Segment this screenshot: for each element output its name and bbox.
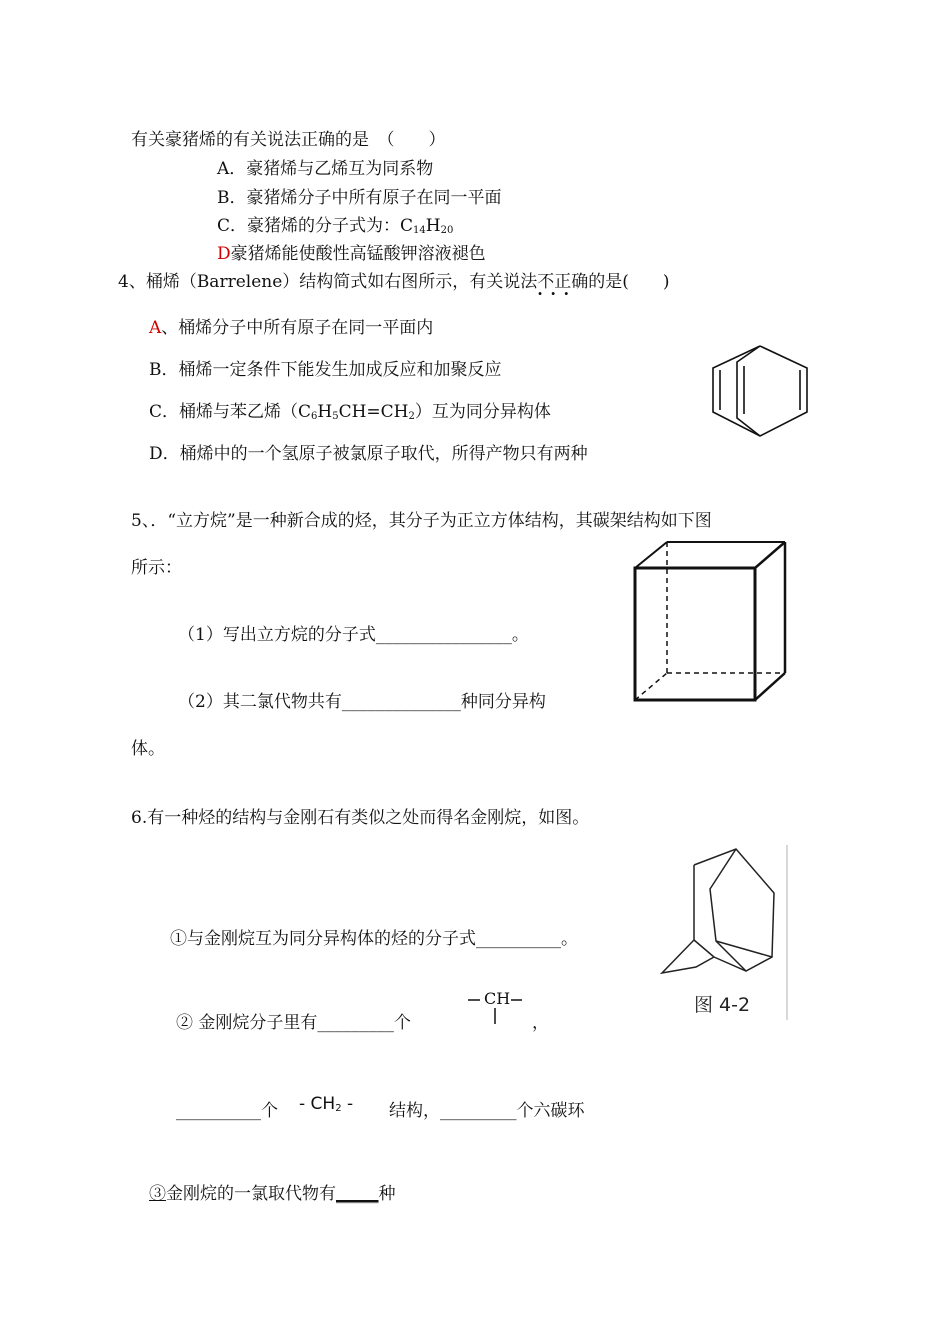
- q6-sub1: ①与金刚烷互为同分异构体的烃的分子式__________。: [170, 929, 578, 949]
- q3-option-d-text: 豪猪烯能使酸性高锰酸钾溶液褪色: [230, 244, 486, 264]
- q4-stem-a: 4、桶烯（Barrelene）结构简式如右图所示，有关说法: [118, 272, 538, 292]
- q4-option-c: [149, 401, 551, 428]
- q4-option-a-text: 、桶烯分子中所有原子在同一平面内: [161, 318, 434, 338]
- q4-c-s1: 6: [311, 411, 318, 422]
- q3-option-b: B．豪猪烯分子中所有原子在同一平面: [217, 188, 502, 208]
- q5-stem-line1: 5、．“立方烷”是一种新合成的烃，其分子为正立方体结构，其碳架结构如下图: [131, 511, 712, 531]
- q3-option-c: [217, 215, 453, 242]
- q4-stem: [118, 271, 670, 293]
- ch-group-bonds: [464, 988, 526, 1028]
- q3-option-d-letter: D: [217, 244, 231, 264]
- q6-sub4: [149, 1183, 396, 1205]
- q4-option-a: [149, 317, 433, 339]
- q6-sub3: [176, 1100, 278, 1122]
- ch2-group-dash: -: [341, 1094, 354, 1114]
- ch2-group-sub: 2: [335, 1103, 342, 1114]
- q3-option-a: A．豪猪烯与乙烯互为同系物: [217, 159, 434, 179]
- q4-c-s3: 2: [408, 411, 415, 422]
- q4-c-post: ）互为同分异构体: [414, 402, 551, 422]
- q6-sub2-post: ，: [532, 1013, 549, 1033]
- q4-option-b: B．桶烯一定条件下能发生加成反应和加聚反应: [149, 360, 502, 380]
- q6-sub2-pre: ② 金刚烷分子里有_________个: [176, 1013, 411, 1033]
- q3-stem: 有关豪猪烯的有关说法正确的是 （ ）: [131, 130, 446, 150]
- q4-option-a-letter: A: [149, 318, 162, 338]
- q6-sub2: [176, 1012, 411, 1034]
- q5-sub2: （2）其二氯代物共有______________种同分异构: [178, 692, 546, 712]
- q4-c-mid: H: [317, 402, 333, 422]
- barrelene-structure-figure: [705, 340, 815, 440]
- ch2-group-label: - CH: [299, 1094, 336, 1114]
- q3-c-h: H: [425, 216, 441, 236]
- q6-sub4-end: 种: [378, 1184, 396, 1204]
- q6-sub3-pre: __________个: [176, 1101, 278, 1121]
- q3-option-d: [217, 243, 486, 265]
- q6-sub4-num: ③: [149, 1184, 166, 1204]
- q5-sub2-end: 体。: [131, 739, 165, 759]
- ch-group-label: CH: [484, 989, 511, 1008]
- q4-c-pre: C．桶烯与苯乙烯（C: [149, 402, 312, 422]
- q6-sub4-blank: _____: [336, 1184, 379, 1204]
- cubane-structure-figure: [630, 538, 790, 703]
- q4-stem-emphasis: 不正确 · · ·: [537, 271, 588, 293]
- q4-option-d: D．桶烯中的一个氢原子被氯原子取代，所得产物只有两种: [149, 444, 588, 464]
- q3-c-sub1: 14: [413, 225, 426, 236]
- q4-stem-b: 的是( ): [588, 272, 670, 292]
- q3-option-c-text: C．豪猪烯的分子式为：C: [217, 216, 414, 236]
- q6-sub3-mid: 结构，_________个六碳环: [389, 1101, 585, 1121]
- q6-stem: 6.有一种烃的结构与金刚石有类似之处而得名金刚烷，如图。: [131, 808, 590, 828]
- adamantane-figure-label: 图 4-2: [694, 994, 751, 1016]
- q5-stem-line2: 所示：: [131, 558, 182, 578]
- q3-c-sub2: 20: [440, 225, 454, 236]
- q4-c-mid2: CH=CH: [338, 402, 409, 422]
- adamantane-structure-figure: [656, 845, 791, 1020]
- ch2-group-symbol: [299, 1093, 353, 1120]
- q6-sub4-text: 金刚烷的一氯取代物有: [166, 1184, 336, 1204]
- q4-c-s2: 5: [332, 411, 339, 422]
- q5-sub1: （1）写出立方烷的分子式________________。: [178, 625, 529, 645]
